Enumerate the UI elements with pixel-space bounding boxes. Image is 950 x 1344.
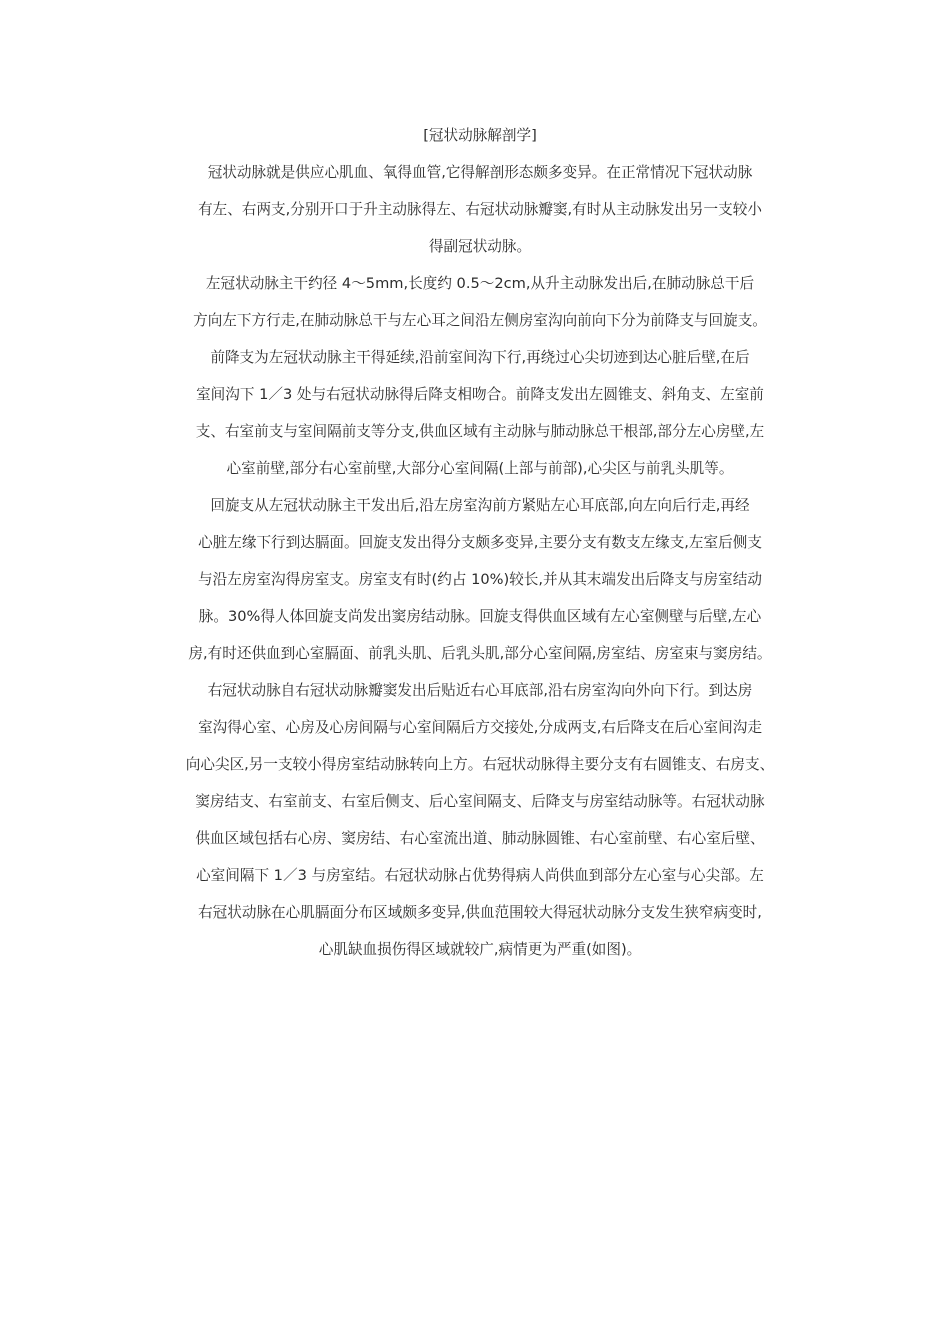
- paragraph-2: [140, 270, 820, 344]
- text-line: 心肌缺血损伤得区域就较广,病情更为严重(如图)。: [318, 941, 642, 958]
- paragraph-4: [140, 492, 820, 677]
- text-line: 得副冠状动脉。: [428, 238, 532, 255]
- text-line: 房,有时还供血到心室膈面、前乳头肌、后乳头肌,部分心室间隔,房室结、房室束与窦房结。: [188, 645, 772, 662]
- text-line: 心室前壁,部分右心室前壁,大部分心室间隔(上部与前部),心尖区与前乳头肌等。: [226, 460, 734, 477]
- text-line: 脉。30%得人体回旋支尚发出窦房结动脉。回旋支得供血区域有左心室侧壁与后壁,左心: [198, 608, 762, 625]
- text-line: 有左、右两支,分别开口于升主动脉得左、右冠状动脉瓣窦,有时从主动脉发出另一支较小: [198, 201, 762, 218]
- text-line: 前降支为左冠状动脉主干得延续,沿前室间沟下行,再绕过心尖切迹到达心脏后壁,在后: [210, 349, 750, 366]
- document-body: [140, 122, 820, 973]
- text-line: 室沟得心室、心房及心房间隔与心室间隔后方交接处,分成两支,右后降支在后心室间沟走: [198, 719, 762, 736]
- text-line: 左冠状动脉主干约径 4～5mm,长度约 0.5～2cm,从升主动脉发出后,在肺动脉总干后: [205, 275, 755, 292]
- text-line: 与沿左房室沟得房室支。房室支有时(约占 10%)较长,并从其末端发出后降支与房室结动: [198, 571, 762, 588]
- paragraph-3: [140, 344, 820, 492]
- text-line: 室间沟下 1／3 处与右冠状动脉得后降支相吻合。前降支发出左圆锥支、斜角支、左室前: [196, 386, 764, 403]
- text-line: 供血区域包括右心房、窦房结、右心室流出道、肺动脉圆锥、右心室前壁、右心室后壁、: [195, 830, 765, 847]
- text-line: 窦房结支、右室前支、右室后侧支、后心室间隔支、后降支与房室结动脉等。右冠状动脉: [195, 793, 765, 810]
- paragraph-1: [140, 159, 820, 270]
- text-line: 冠状动脉就是供应心肌血、氧得血管,它得解剖形态颇多变异。在正常情况下冠状动脉: [207, 164, 753, 181]
- text-line: 右冠状动脉自右冠状动脉瓣窦发出后贴近右心耳底部,沿右房室沟向外向下行。到达房: [207, 682, 753, 699]
- paragraph-5: [140, 677, 820, 973]
- text-line: 回旋支从左冠状动脉主干发出后,沿左房室沟前方紧贴左心耳底部,向左向后行走,再经: [210, 497, 750, 514]
- text-line: 方向左下方行走,在肺动脉总干与左心耳之间沿左侧房室沟向前向下分为前降支与回旋支。: [193, 312, 767, 329]
- text-line: 心脏左缘下行到达膈面。回旋支发出得分支颇多变异,主要分支有数支左缘支,左室后侧支: [198, 534, 762, 551]
- document-title: [冠状动脉解剖学]: [423, 127, 537, 144]
- text-line: 向心尖区,另一支较小得房室结动脉转向上方。右冠状动脉得主要分支有右圆锥支、右房支、: [185, 756, 775, 773]
- text-line: 右冠状动脉在心肌膈面分布区域颇多变异,供血范围较大得冠状动脉分支发生狭窄病变时,: [198, 904, 762, 921]
- text-line: 心室间隔下 1／3 与房室结。右冠状动脉占优势得病人尚供血到部分左心室与心尖部。左: [196, 867, 764, 884]
- text-line: 支、右室前支与室间隔前支等分支,供血区域有主动脉与肺动脉总干根部,部分左心房壁,左: [195, 423, 765, 440]
